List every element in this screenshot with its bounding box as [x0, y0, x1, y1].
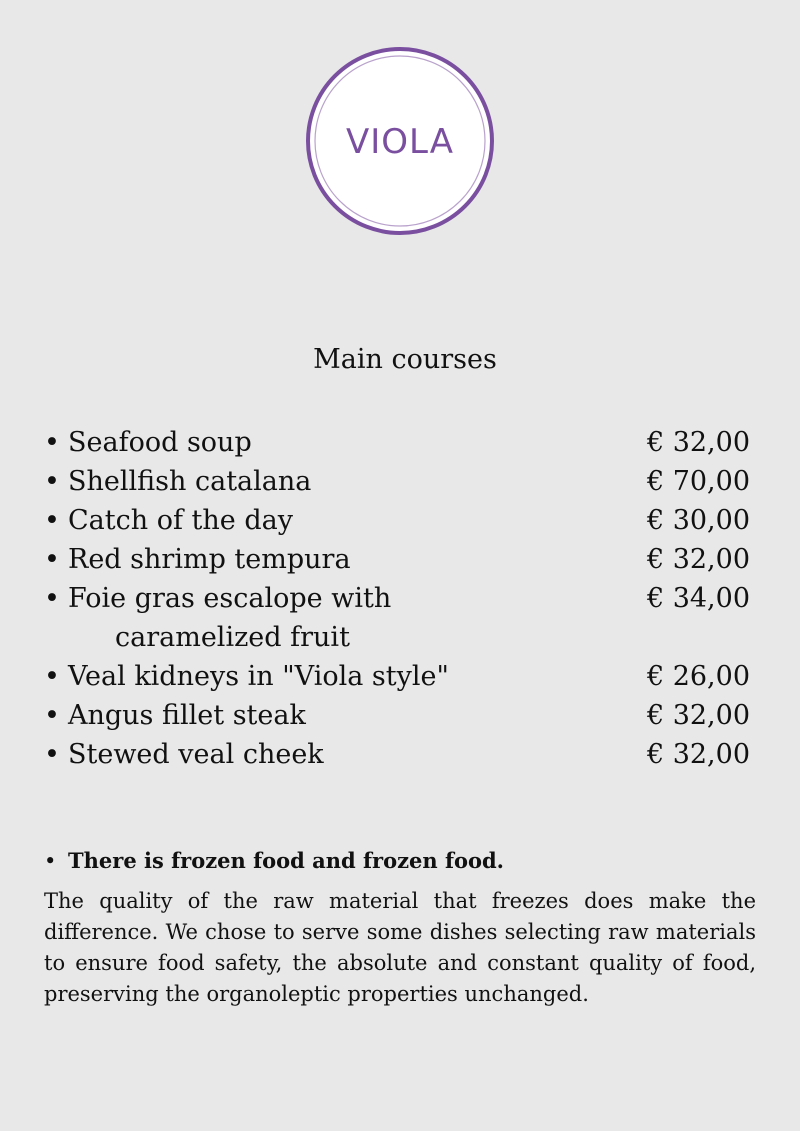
note-body: The quality of the raw material that freezes does make the difference. We chose to serve some dishes selecting raw materials to ensure food safety, the absolute and constant quality of food, preserving the organoleptic properties unchanged.: [44, 889, 756, 1006]
viola-logo: [306, 47, 494, 235]
menu-item-price: € 70,00: [646, 466, 750, 497]
menu-item: [44, 696, 750, 735]
menu-item-price: € 32,00: [646, 739, 750, 770]
menu-item-price: € 32,00: [646, 427, 750, 458]
menu-item-name: Foie gras escalope with caramelized fruit: [68, 579, 391, 657]
bullet: •: [44, 427, 60, 458]
note-title: • There is frozen food and frozen food.: [44, 846, 756, 876]
menu-item-price: € 34,00: [646, 583, 750, 614]
bullet: •: [44, 661, 60, 692]
bullet: •: [44, 849, 57, 873]
menu-item-price: € 30,00: [646, 505, 750, 536]
menu-item-price: € 32,00: [646, 700, 750, 731]
bullet: •: [44, 700, 60, 731]
section-title: Main courses: [313, 344, 497, 375]
menu-item: [44, 423, 750, 462]
logo-text: VIOLA: [345, 122, 455, 162]
bullet: •: [44, 544, 60, 575]
menu-item-name: Angus fillet steak: [68, 700, 306, 731]
menu-item-name: Catch of the day: [68, 505, 293, 536]
menu-item: [44, 540, 750, 579]
bullet: •: [44, 466, 60, 497]
menu-item: [44, 735, 750, 774]
menu-item-name: Stewed veal cheek: [68, 739, 324, 770]
menu-item-name: Seafood soup: [68, 427, 252, 458]
menu-item: [44, 462, 750, 501]
menu-item-price: € 26,00: [646, 661, 750, 692]
bullet: •: [44, 505, 60, 536]
bullet: •: [44, 739, 60, 770]
menu-item: [44, 501, 750, 540]
menu-item: [44, 657, 750, 696]
bullet: •: [44, 583, 60, 614]
menu-item-name: Veal kidneys in "Viola style": [68, 661, 449, 692]
menu-item: [44, 579, 750, 657]
menu-list: [44, 423, 750, 774]
menu-item-name: Shellfish catalana: [68, 466, 312, 497]
menu-item-name-continued: caramelized fruit: [115, 622, 350, 653]
menu-item-name: Red shrimp tempura: [68, 544, 351, 575]
frozen-food-note: [44, 846, 756, 1010]
menu-item-price: € 32,00: [646, 544, 750, 575]
